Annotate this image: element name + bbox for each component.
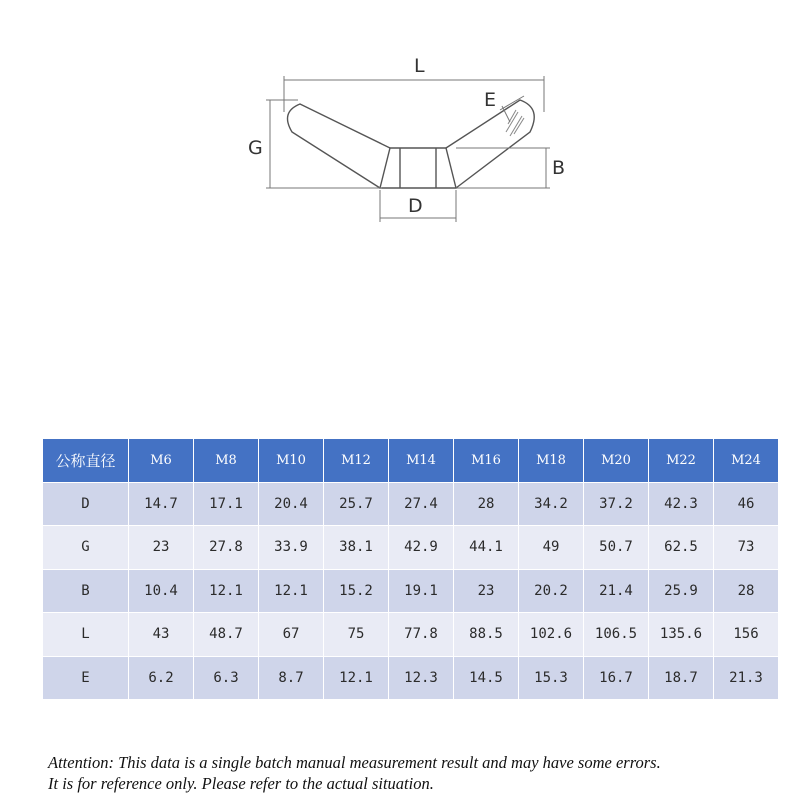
- table-cell: 44.1: [454, 526, 519, 570]
- row-label: E: [43, 656, 129, 700]
- table-cell: 27.8: [194, 526, 259, 570]
- table-cell: 14.7: [129, 482, 194, 526]
- header-cell: M8: [194, 439, 259, 483]
- table-cell: 14.5: [454, 656, 519, 700]
- table-row: [43, 482, 779, 526]
- table-cell: 37.2: [584, 482, 649, 526]
- table-cell: 62.5: [649, 526, 714, 570]
- table-row: [43, 526, 779, 570]
- label-e: E: [484, 89, 497, 111]
- table-cell: 16.7: [584, 656, 649, 700]
- row-label: L: [43, 613, 129, 657]
- table-cell: 102.6: [519, 613, 584, 657]
- header-cell: M16: [454, 439, 519, 483]
- table-cell: 23: [129, 526, 194, 570]
- table-cell: 33.9: [259, 526, 324, 570]
- table-cell: 15.3: [519, 656, 584, 700]
- table-cell: 38.1: [324, 526, 389, 570]
- label-g: G: [248, 137, 263, 159]
- spec-table: [42, 438, 779, 700]
- table-cell: 34.2: [519, 482, 584, 526]
- table-cell: 21.3: [714, 656, 779, 700]
- table-cell: 12.1: [324, 656, 389, 700]
- label-l: L: [414, 55, 425, 77]
- table-row: [43, 569, 779, 613]
- table-cell: 42.3: [649, 482, 714, 526]
- table-cell: 106.5: [584, 613, 649, 657]
- table-cell: 19.1: [389, 569, 454, 613]
- header-nominal-diameter: 公称直径: [43, 439, 129, 483]
- header-cell: M24: [714, 439, 779, 483]
- table-cell: 28: [454, 482, 519, 526]
- header-cell: M6: [129, 439, 194, 483]
- header-row: [43, 439, 779, 483]
- table-cell: 42.9: [389, 526, 454, 570]
- table-row: [43, 613, 779, 657]
- table-cell: 156: [714, 613, 779, 657]
- table-cell: 27.4: [389, 482, 454, 526]
- header-cell: M12: [324, 439, 389, 483]
- table-cell: 6.2: [129, 656, 194, 700]
- table-cell: 73: [714, 526, 779, 570]
- table-cell: 23: [454, 569, 519, 613]
- note-line-2: It is for reference only. Please refer to the actual situation.: [48, 774, 434, 793]
- wing-nut-diagram: [240, 50, 570, 230]
- table-cell: 48.7: [194, 613, 259, 657]
- table-cell: 28: [714, 569, 779, 613]
- row-label: B: [43, 569, 129, 613]
- row-label: G: [43, 526, 129, 570]
- table-cell: 6.3: [194, 656, 259, 700]
- table-cell: 12.3: [389, 656, 454, 700]
- table-cell: 77.8: [389, 613, 454, 657]
- table-cell: 18.7: [649, 656, 714, 700]
- table-cell: 12.1: [194, 569, 259, 613]
- note-line-1: Attention: This data is a single batch manual measurement result and may have some errors.: [48, 753, 661, 772]
- table-cell: 12.1: [259, 569, 324, 613]
- row-label: D: [43, 482, 129, 526]
- table-cell: 15.2: [324, 569, 389, 613]
- table-cell: 50.7: [584, 526, 649, 570]
- header-cell: M18: [519, 439, 584, 483]
- table-cell: 17.1: [194, 482, 259, 526]
- table-cell: 20.4: [259, 482, 324, 526]
- table-cell: 67: [259, 613, 324, 657]
- table-row: [43, 656, 779, 700]
- table-cell: 88.5: [454, 613, 519, 657]
- label-b: B: [552, 157, 566, 179]
- table-cell: 49: [519, 526, 584, 570]
- table-cell: 25.9: [649, 569, 714, 613]
- label-d: D: [408, 195, 423, 217]
- header-cell: M22: [649, 439, 714, 483]
- header-cell: M10: [259, 439, 324, 483]
- header-cell: M20: [584, 439, 649, 483]
- table-cell: 10.4: [129, 569, 194, 613]
- table-cell: 75: [324, 613, 389, 657]
- table-cell: 25.7: [324, 482, 389, 526]
- header-cell: M14: [389, 439, 454, 483]
- table-cell: 8.7: [259, 656, 324, 700]
- table-cell: 21.4: [584, 569, 649, 613]
- table-cell: 46: [714, 482, 779, 526]
- table-cell: 43: [129, 613, 194, 657]
- table-cell: 20.2: [519, 569, 584, 613]
- table-cell: 135.6: [649, 613, 714, 657]
- attention-note: [48, 752, 788, 794]
